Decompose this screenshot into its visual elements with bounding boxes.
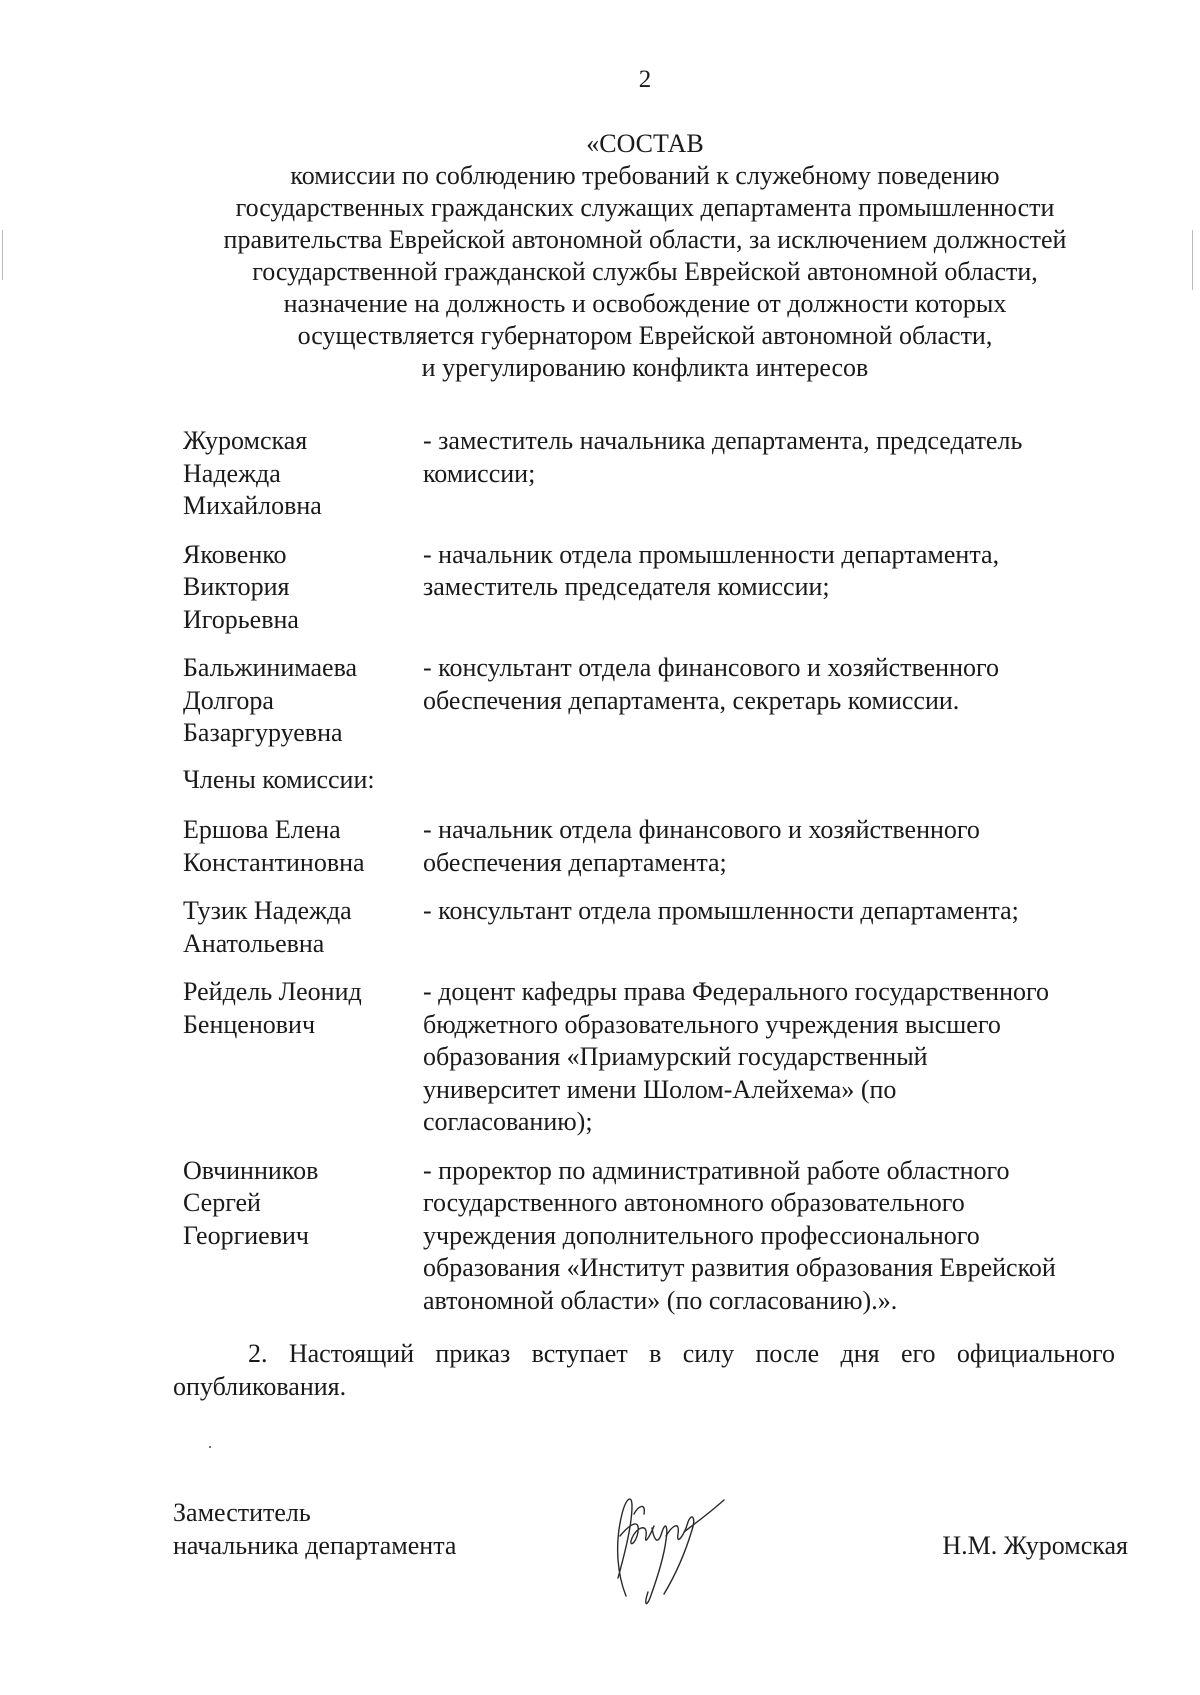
member-role: [423, 895, 1143, 960]
name-line: Игорьевна: [183, 604, 299, 634]
role-line: образования «Приамурский государственный: [423, 1042, 928, 1071]
page-number: 2: [638, 66, 652, 93]
role-line: учреждения дополнительного профессионального: [423, 1220, 980, 1250]
name-line: Сергей: [183, 1188, 261, 1217]
signature-block: [173, 1496, 1128, 1636]
name-line: Овчинников: [183, 1155, 319, 1185]
name-line: Базаргуруевна: [183, 718, 343, 747]
commission-list: [183, 425, 1143, 1333]
member-name: [183, 895, 423, 960]
name-line: Михайловна: [183, 491, 322, 520]
name-line: Константиновна: [183, 847, 365, 877]
member-role: [423, 425, 1143, 523]
member-role: [423, 814, 1143, 879]
scan-edge-mark: [2, 230, 3, 280]
handwritten-signature: [588, 1466, 738, 1616]
name-line: Виктория: [183, 572, 290, 601]
role-line: обеспечения департамента, секретарь комиссии.: [423, 685, 960, 715]
name-line: Журомская: [183, 426, 308, 455]
role-line: университет имени Шолом-Алейхема» (по: [423, 1074, 897, 1104]
role-line: - проректор по административной работе областного: [423, 1155, 1010, 1185]
clause-2-paragraph: 2. Настоящий приказ вступает в силу после дня его официального опубликования.: [173, 1339, 1115, 1401]
role-line: согласованию);: [423, 1107, 593, 1136]
member-name: [183, 1155, 423, 1318]
members-heading: Члены комиссии:: [183, 764, 375, 794]
name-line: Долгора: [183, 685, 274, 715]
member-row: [183, 1155, 1143, 1318]
member-row-deputy-chair: [183, 539, 1143, 637]
role-line: - консультант отдела финансового и хозяйственного: [423, 653, 999, 682]
title-line: комиссии по соблюдению требований к служебному поведению: [290, 161, 1000, 190]
member-row: [183, 976, 1143, 1139]
position-line: Заместитель: [173, 1498, 311, 1527]
title-line: правительства Еврейской автономной области, за исключением должностей: [223, 225, 1067, 254]
member-row: [183, 814, 1143, 879]
document-title: [170, 128, 1120, 384]
title-line: государственных гражданских служащих департамента промышленности: [235, 193, 1055, 222]
role-line: - заместитель начальника департамента, председатель: [423, 426, 1023, 455]
member-role: [423, 976, 1143, 1139]
name-line: Бальжинимаева: [183, 653, 358, 682]
role-line: заместитель председателя комиссии;: [423, 572, 830, 601]
name-line: Бенценович: [183, 1009, 316, 1039]
title-line: осуществляется губернатором Еврейской автономной области,: [297, 321, 993, 350]
title-line: и урегулированию конфликта интересов: [421, 353, 869, 382]
member-name: [183, 425, 423, 523]
member-name: [183, 814, 423, 879]
signatory-position: [173, 1496, 456, 1562]
title-line: государственной гражданской службы Еврейской автономной области,: [252, 257, 1038, 286]
role-line: образования «Институт развития образования Еврейской: [423, 1253, 1056, 1282]
name-line: Георгиевич: [183, 1220, 309, 1250]
name-line: Ершова Елена: [183, 815, 341, 844]
member-row-secretary: [183, 652, 1143, 750]
role-line: автономной области» (по согласованию).».: [423, 1285, 898, 1315]
scan-edge-mark: [1192, 230, 1193, 290]
role-line: комиссии;: [423, 458, 536, 488]
name-line: Анатольевна: [183, 928, 325, 958]
member-name: [183, 652, 423, 750]
name-line: Надежда: [183, 458, 281, 488]
scan-speck: [209, 1446, 211, 1448]
member-role: [423, 1155, 1143, 1318]
member-name: [183, 976, 423, 1139]
name-line: Яковенко: [183, 539, 287, 569]
role-line: бюджетного образовательного учреждения высшего: [423, 1009, 1001, 1039]
role-line: - консультант отдела промышленности департамента;: [423, 896, 1019, 925]
role-line: государственного автономного образовательного: [423, 1188, 965, 1217]
member-row-chair: [183, 425, 1143, 523]
member-role: [423, 539, 1143, 637]
signatory-name: Н.М. Журомская: [942, 1531, 1128, 1560]
title-heading: «СОСТАВ: [586, 129, 704, 158]
name-line: Рейдель Леонид: [183, 977, 362, 1006]
position-line: начальника департамента: [173, 1531, 457, 1560]
title-line: назначение на должность и освобождение от должности которых: [283, 289, 1007, 318]
member-role: [423, 652, 1143, 750]
member-row: [183, 895, 1143, 960]
role-line: - начальник отдела финансового и хозяйственного: [423, 815, 980, 844]
role-line: обеспечения департамента;: [423, 847, 727, 877]
role-line: - доцент кафедры права Федерального государственного: [423, 977, 1050, 1006]
member-name: [183, 539, 423, 637]
name-line: Тузик Надежда: [183, 896, 352, 925]
role-line: - начальник отдела промышленности департамента,: [423, 539, 1000, 569]
